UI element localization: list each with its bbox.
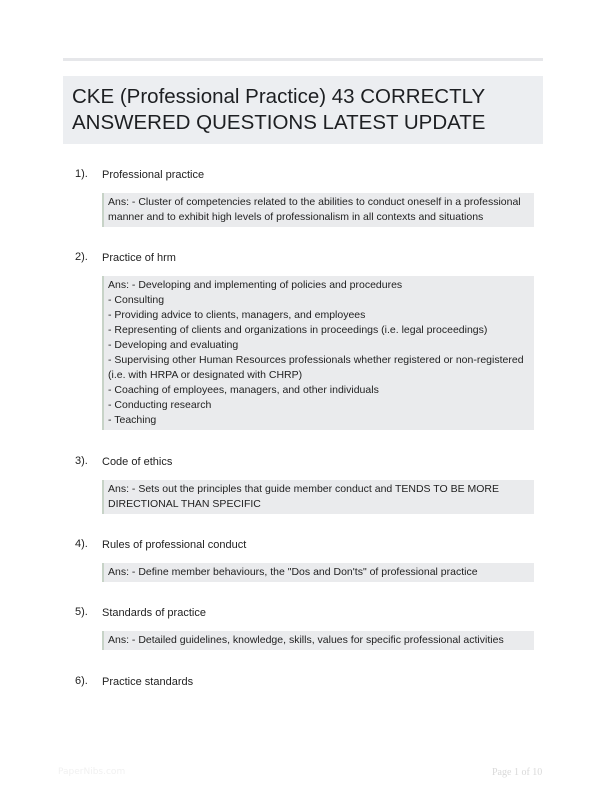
answer-line: Ans: - Cluster of competencies related to the abilities to conduct oneself in a professional	[108, 196, 521, 208]
answer-line: (i.e. with HRPA or designated with CHRP)	[108, 369, 303, 381]
title-line: ANSWERED QUESTIONS LATEST UPDATE	[72, 111, 486, 134]
answer-box	[102, 480, 534, 514]
answer-line: DIRECTIONAL THAN SPECIFIC	[108, 498, 261, 510]
answer-box	[102, 631, 534, 650]
question-text: Practice of hrm	[102, 252, 176, 264]
answer-line: - Teaching	[108, 414, 157, 426]
question-text: Standards of practice	[102, 607, 206, 619]
question-number: 6).	[75, 675, 88, 687]
answer-line: - Developing and evaluating	[108, 339, 239, 351]
answer-box	[102, 563, 534, 582]
answer-line: - Representing of clients and organizations in proceedings (i.e. legal proceedings)	[108, 324, 488, 336]
answer-line: Ans: - Define member behaviours, the "Dos and Don'ts" of professional practice	[108, 566, 478, 578]
question-number: 4).	[75, 538, 88, 550]
answer-line: - Conducting research	[108, 399, 212, 411]
watermark-text: PaperNibs.com	[58, 767, 126, 777]
answer-line: Ans: - Detailed guidelines, knowledge, skills, values for specific professional activities	[108, 634, 504, 646]
answer-line: - Supervising other Human Resources professionals whether registered or non-registered	[108, 354, 524, 366]
answer-line: - Coaching of employees, managers, and other individuals	[108, 384, 379, 396]
answer-line: - Providing advice to clients, managers, and employees	[108, 309, 366, 321]
question-text: Professional practice	[102, 169, 205, 181]
title-line: CKE (Professional Practice) 43 CORRECTLY	[72, 85, 486, 108]
question-number: 5).	[75, 606, 88, 618]
answer-line: Ans: - Developing and implementing of policies and procedures	[108, 279, 403, 291]
answer-line: - Consulting	[108, 294, 165, 306]
question-text: Code of ethics	[102, 456, 173, 468]
question-number: 1).	[75, 168, 88, 180]
question-number: 3).	[75, 455, 88, 467]
question-text: Rules of professional conduct	[102, 539, 247, 551]
answer-line: Ans: - Sets out the principles that guide member conduct and TENDS TO BE MORE	[108, 483, 500, 495]
question-number: 2).	[75, 251, 88, 263]
answer-box	[102, 193, 534, 227]
answer-line: manner and to exhibit high levels of professionalism in all contexts and situations	[108, 211, 484, 223]
top-divider	[63, 58, 543, 61]
question-text: Practice standards	[102, 676, 194, 688]
answer-box	[102, 276, 534, 430]
page-number: Page 1 of 10	[492, 767, 543, 778]
document-title	[63, 76, 543, 144]
